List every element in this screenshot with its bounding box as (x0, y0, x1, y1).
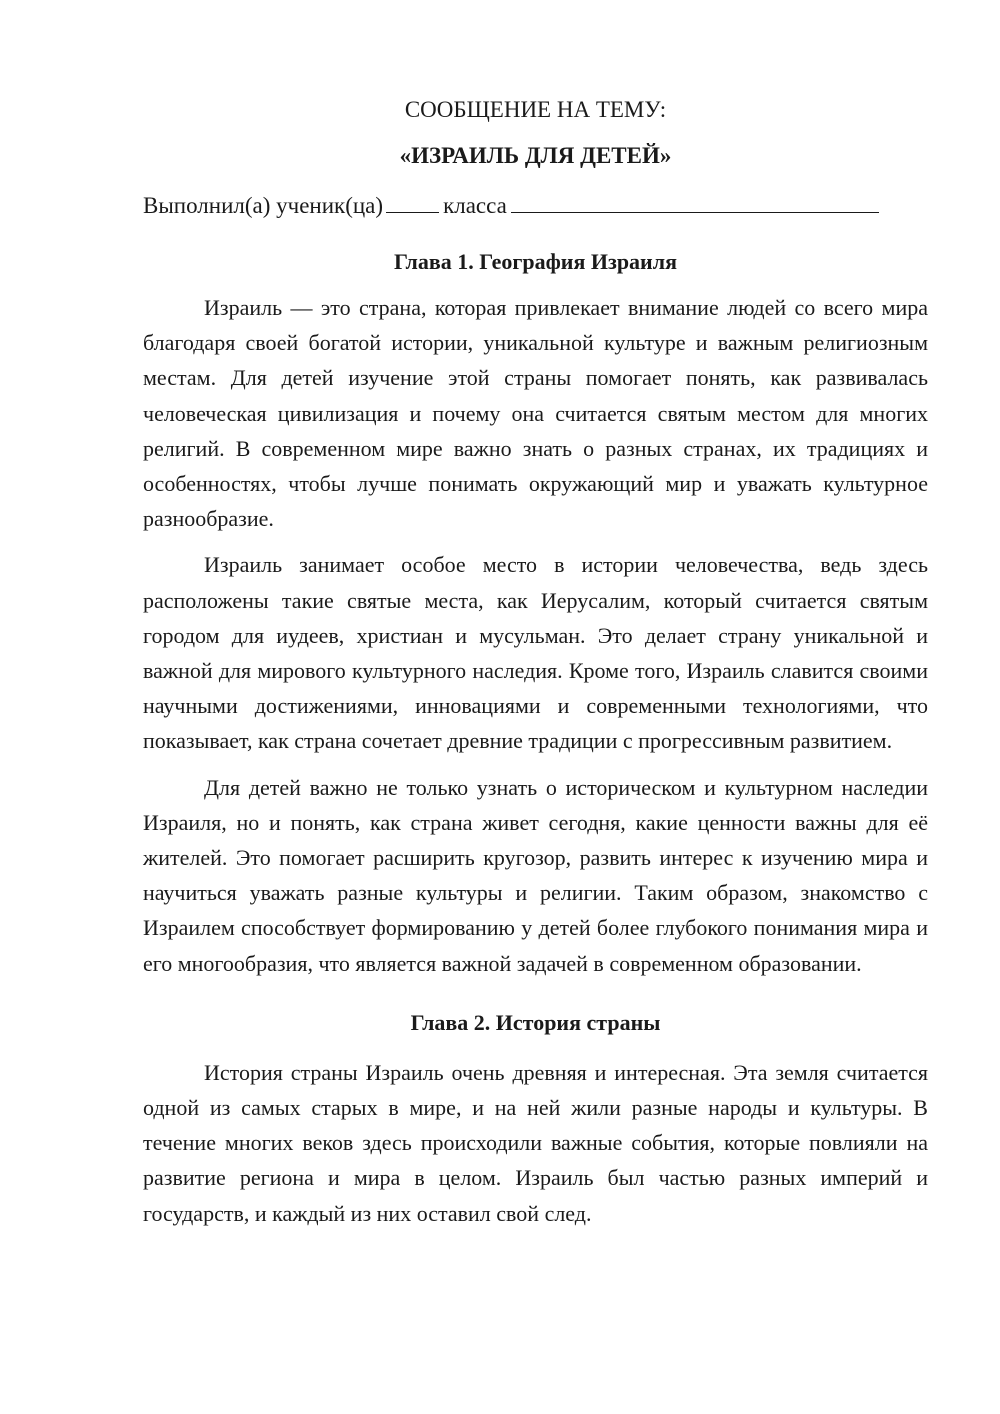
author-line (143, 188, 928, 224)
chapter2-heading: Глава 2. История страны (410, 1009, 661, 1035)
chapter1-paragraph-1: Израиль — это страна, которая привлекает внимание людей со всего мира благодаря своей богатой истории, уникальной культуре и важным религиозным местам. Для детей изучение этой страны помогает понять, как развивалась человеческая цивилизация и почему она считается святым местом для многих религий. В современном мире важно знать о разных странах, их традициях и особенностях, чтобы лучше понимать окружающий мир и уважать культурное разнообразие. (143, 295, 928, 532)
author-class-label: класса (443, 193, 507, 218)
document-page (143, 92, 928, 1242)
chapter1-paragraph-2: Израиль занимает особое место в истории человечества, ведь здесь расположены такие святые места, как Иерусалим, который считается святым городом для иудеев, христиан и мусульман. Это делает страну уникальной и важной для мирового культурного наследия. Кроме того, Израиль славится своими научными достижениями, инновациями и современными технологиями, что показывает, как страна сочетает древние традиции с прогрессивным развитием. (143, 552, 928, 754)
document-title-line1: СООБЩЕНИЕ НА ТЕМУ: (404, 97, 667, 122)
document-title-topic: «ИЗРАИЛЬ ДЛЯ ДЕТЕЙ» (399, 143, 672, 168)
chapter1-paragraph-3: Для детей важно не только узнать о историческом и культурном наследии Израиля, но и понять, как страна живет сегодня, какие ценности важны для её жителей. Это помогает расширить кругозор, развить интерес к изучению мира и научиться уважать разные культуры и религии. Таким образом, знакомство с Израилем способствует формированию у детей более глубокого понимания мира и его многообразия, что является важной задачей в современном образовании. (143, 774, 928, 976)
chapter1-heading: Глава 1. География Израиля (394, 249, 677, 274)
chapter2-paragraph-1: История страны Израиль очень древняя и интересная. Эта земля считается одной из самых старых в мире, и на ней жили разные народы и культуры. В течение многих веков здесь происходили важные события, которые повлияли на развитие региона и мира в целом. Израиль был частью разных империй и государств, и каждый из них оставил свой след. (143, 1059, 928, 1226)
student-name-blank (511, 192, 879, 213)
class-number-blank (386, 192, 439, 213)
author-prefix: Выполнил(а) ученик(ца) (143, 193, 384, 218)
